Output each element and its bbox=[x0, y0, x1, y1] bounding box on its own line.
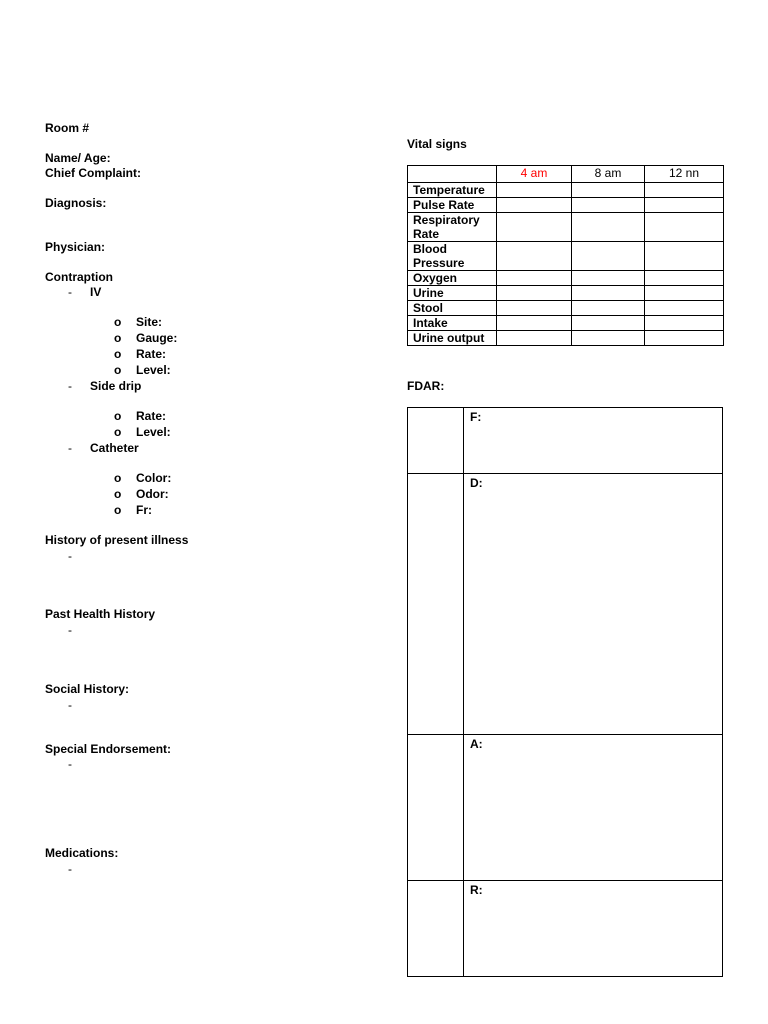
vital-entry-cell[interactable] bbox=[645, 286, 724, 301]
chief-complaint-label: Chief Complaint: bbox=[45, 166, 141, 180]
column-header-8am: 8 am bbox=[572, 166, 645, 183]
vital-signs-title: Vital signs bbox=[407, 137, 467, 151]
social-history-label: Social History: bbox=[45, 682, 130, 696]
table-row bbox=[408, 271, 724, 286]
dash-marker: - bbox=[68, 441, 72, 455]
dash-marker: - bbox=[68, 285, 72, 299]
side-drip-level-label: Level: bbox=[136, 425, 171, 439]
dash-marker: - bbox=[68, 698, 72, 712]
bullet-marker: o bbox=[114, 487, 122, 501]
row-label-blood-pressure: Blood Pressure bbox=[408, 242, 497, 271]
table-row bbox=[408, 242, 724, 271]
fdar-date-cell[interactable] bbox=[408, 408, 464, 473]
medications-label: Medications: bbox=[45, 846, 119, 860]
fdar-date-cell[interactable] bbox=[408, 735, 464, 880]
vital-entry-cell[interactable] bbox=[572, 242, 645, 271]
past-health-history-label: Past Health History bbox=[45, 607, 156, 621]
catheter-fr-label: Fr: bbox=[136, 503, 152, 517]
vital-entry-cell[interactable] bbox=[497, 242, 572, 271]
table-row bbox=[408, 286, 724, 301]
table-row bbox=[408, 316, 724, 331]
fdar-data-label: D: bbox=[470, 476, 483, 490]
vital-entry-cell[interactable] bbox=[645, 213, 724, 242]
special-endorsement-label: Special Endorsement: bbox=[45, 742, 172, 756]
bullet-marker: o bbox=[114, 315, 122, 329]
side-drip-rate-label: Rate: bbox=[136, 409, 167, 423]
contraption-label: Contraption bbox=[45, 270, 113, 284]
row-label-stool: Stool bbox=[408, 301, 497, 316]
vital-entry-cell[interactable] bbox=[645, 301, 724, 316]
table-row bbox=[408, 198, 724, 213]
fdar-date-cell[interactable] bbox=[408, 474, 464, 734]
bullet-marker: o bbox=[114, 409, 122, 423]
diagnosis-label: Diagnosis: bbox=[45, 196, 107, 210]
vital-entry-cell[interactable] bbox=[497, 316, 572, 331]
vital-entry-cell[interactable] bbox=[497, 286, 572, 301]
bullet-marker: o bbox=[114, 363, 122, 377]
vital-entry-cell[interactable] bbox=[497, 271, 572, 286]
bullet-marker: o bbox=[114, 471, 122, 485]
iv-label: IV bbox=[90, 285, 102, 299]
vital-entry-cell[interactable] bbox=[645, 198, 724, 213]
name-age-label: Name/ Age: bbox=[45, 151, 111, 165]
vital-signs-header-row bbox=[408, 166, 724, 183]
vital-entry-cell[interactable] bbox=[645, 316, 724, 331]
vital-entry-cell[interactable] bbox=[572, 316, 645, 331]
vital-entry-cell[interactable] bbox=[572, 301, 645, 316]
vital-entry-cell[interactable] bbox=[645, 242, 724, 271]
bullet-marker: o bbox=[114, 503, 122, 517]
vital-entry-cell[interactable] bbox=[497, 198, 572, 213]
row-label-oxygen: Oxygen bbox=[408, 271, 497, 286]
bullet-marker: o bbox=[114, 425, 122, 439]
vital-signs-corner-cell bbox=[408, 166, 497, 183]
row-label-respiratory-rate: Respiratory Rate bbox=[408, 213, 497, 242]
dash-marker: - bbox=[68, 623, 72, 637]
vital-entry-cell[interactable] bbox=[497, 183, 572, 198]
row-label-urine: Urine bbox=[408, 286, 497, 301]
column-header-4am: 4 am bbox=[497, 166, 572, 183]
catheter-odor-label: Odor: bbox=[136, 487, 169, 501]
vital-entry-cell[interactable] bbox=[572, 271, 645, 286]
vital-entry-cell[interactable] bbox=[497, 331, 572, 346]
fdar-response-label: R: bbox=[470, 883, 483, 897]
table-row bbox=[408, 331, 724, 346]
iv-level-label: Level: bbox=[136, 363, 171, 377]
catheter-label: Catheter bbox=[90, 441, 139, 455]
history-present-illness-label: History of present illness bbox=[45, 533, 189, 547]
room-label: Room # bbox=[45, 121, 90, 135]
table-row bbox=[408, 301, 724, 316]
vital-entry-cell[interactable] bbox=[572, 331, 645, 346]
iv-gauge-label: Gauge: bbox=[136, 331, 178, 345]
vital-entry-cell[interactable] bbox=[572, 183, 645, 198]
bullet-marker: o bbox=[114, 331, 122, 345]
fdar-table bbox=[407, 407, 723, 977]
fdar-row-data bbox=[408, 473, 722, 734]
vital-entry-cell[interactable] bbox=[572, 198, 645, 213]
vital-entry-cell[interactable] bbox=[645, 331, 724, 346]
vital-entry-cell[interactable] bbox=[572, 286, 645, 301]
side-drip-label: Side drip bbox=[90, 379, 142, 393]
vital-entry-cell[interactable] bbox=[572, 213, 645, 242]
dash-marker: - bbox=[68, 862, 72, 876]
bullet-marker: o bbox=[114, 347, 122, 361]
fdar-title: FDAR: bbox=[407, 379, 445, 393]
row-label-intake: Intake bbox=[408, 316, 497, 331]
vital-entry-cell[interactable] bbox=[497, 301, 572, 316]
fdar-row-response bbox=[408, 880, 722, 977]
fdar-action-label: A: bbox=[470, 737, 483, 751]
vital-entry-cell[interactable] bbox=[645, 271, 724, 286]
dash-marker: - bbox=[68, 549, 72, 563]
row-label-urine-output: Urine output bbox=[408, 331, 497, 346]
table-row bbox=[408, 183, 724, 198]
fdar-date-cell[interactable] bbox=[408, 881, 464, 977]
physician-label: Physician: bbox=[45, 240, 106, 254]
row-label-temperature: Temperature bbox=[408, 183, 497, 198]
fdar-row-action bbox=[408, 734, 722, 880]
table-row bbox=[408, 213, 724, 242]
fdar-focus-label: F: bbox=[470, 410, 482, 424]
dash-marker: - bbox=[68, 379, 72, 393]
iv-site-label: Site: bbox=[136, 315, 163, 329]
vital-entry-cell[interactable] bbox=[497, 213, 572, 242]
vital-signs-table bbox=[407, 165, 724, 346]
catheter-color-label: Color: bbox=[136, 471, 172, 485]
dash-marker: - bbox=[68, 757, 72, 771]
vital-entry-cell[interactable] bbox=[645, 183, 724, 198]
iv-rate-label: Rate: bbox=[136, 347, 167, 361]
row-label-pulse-rate: Pulse Rate bbox=[408, 198, 497, 213]
fdar-row-focus bbox=[408, 408, 722, 473]
column-header-12nn: 12 nn bbox=[645, 166, 724, 183]
